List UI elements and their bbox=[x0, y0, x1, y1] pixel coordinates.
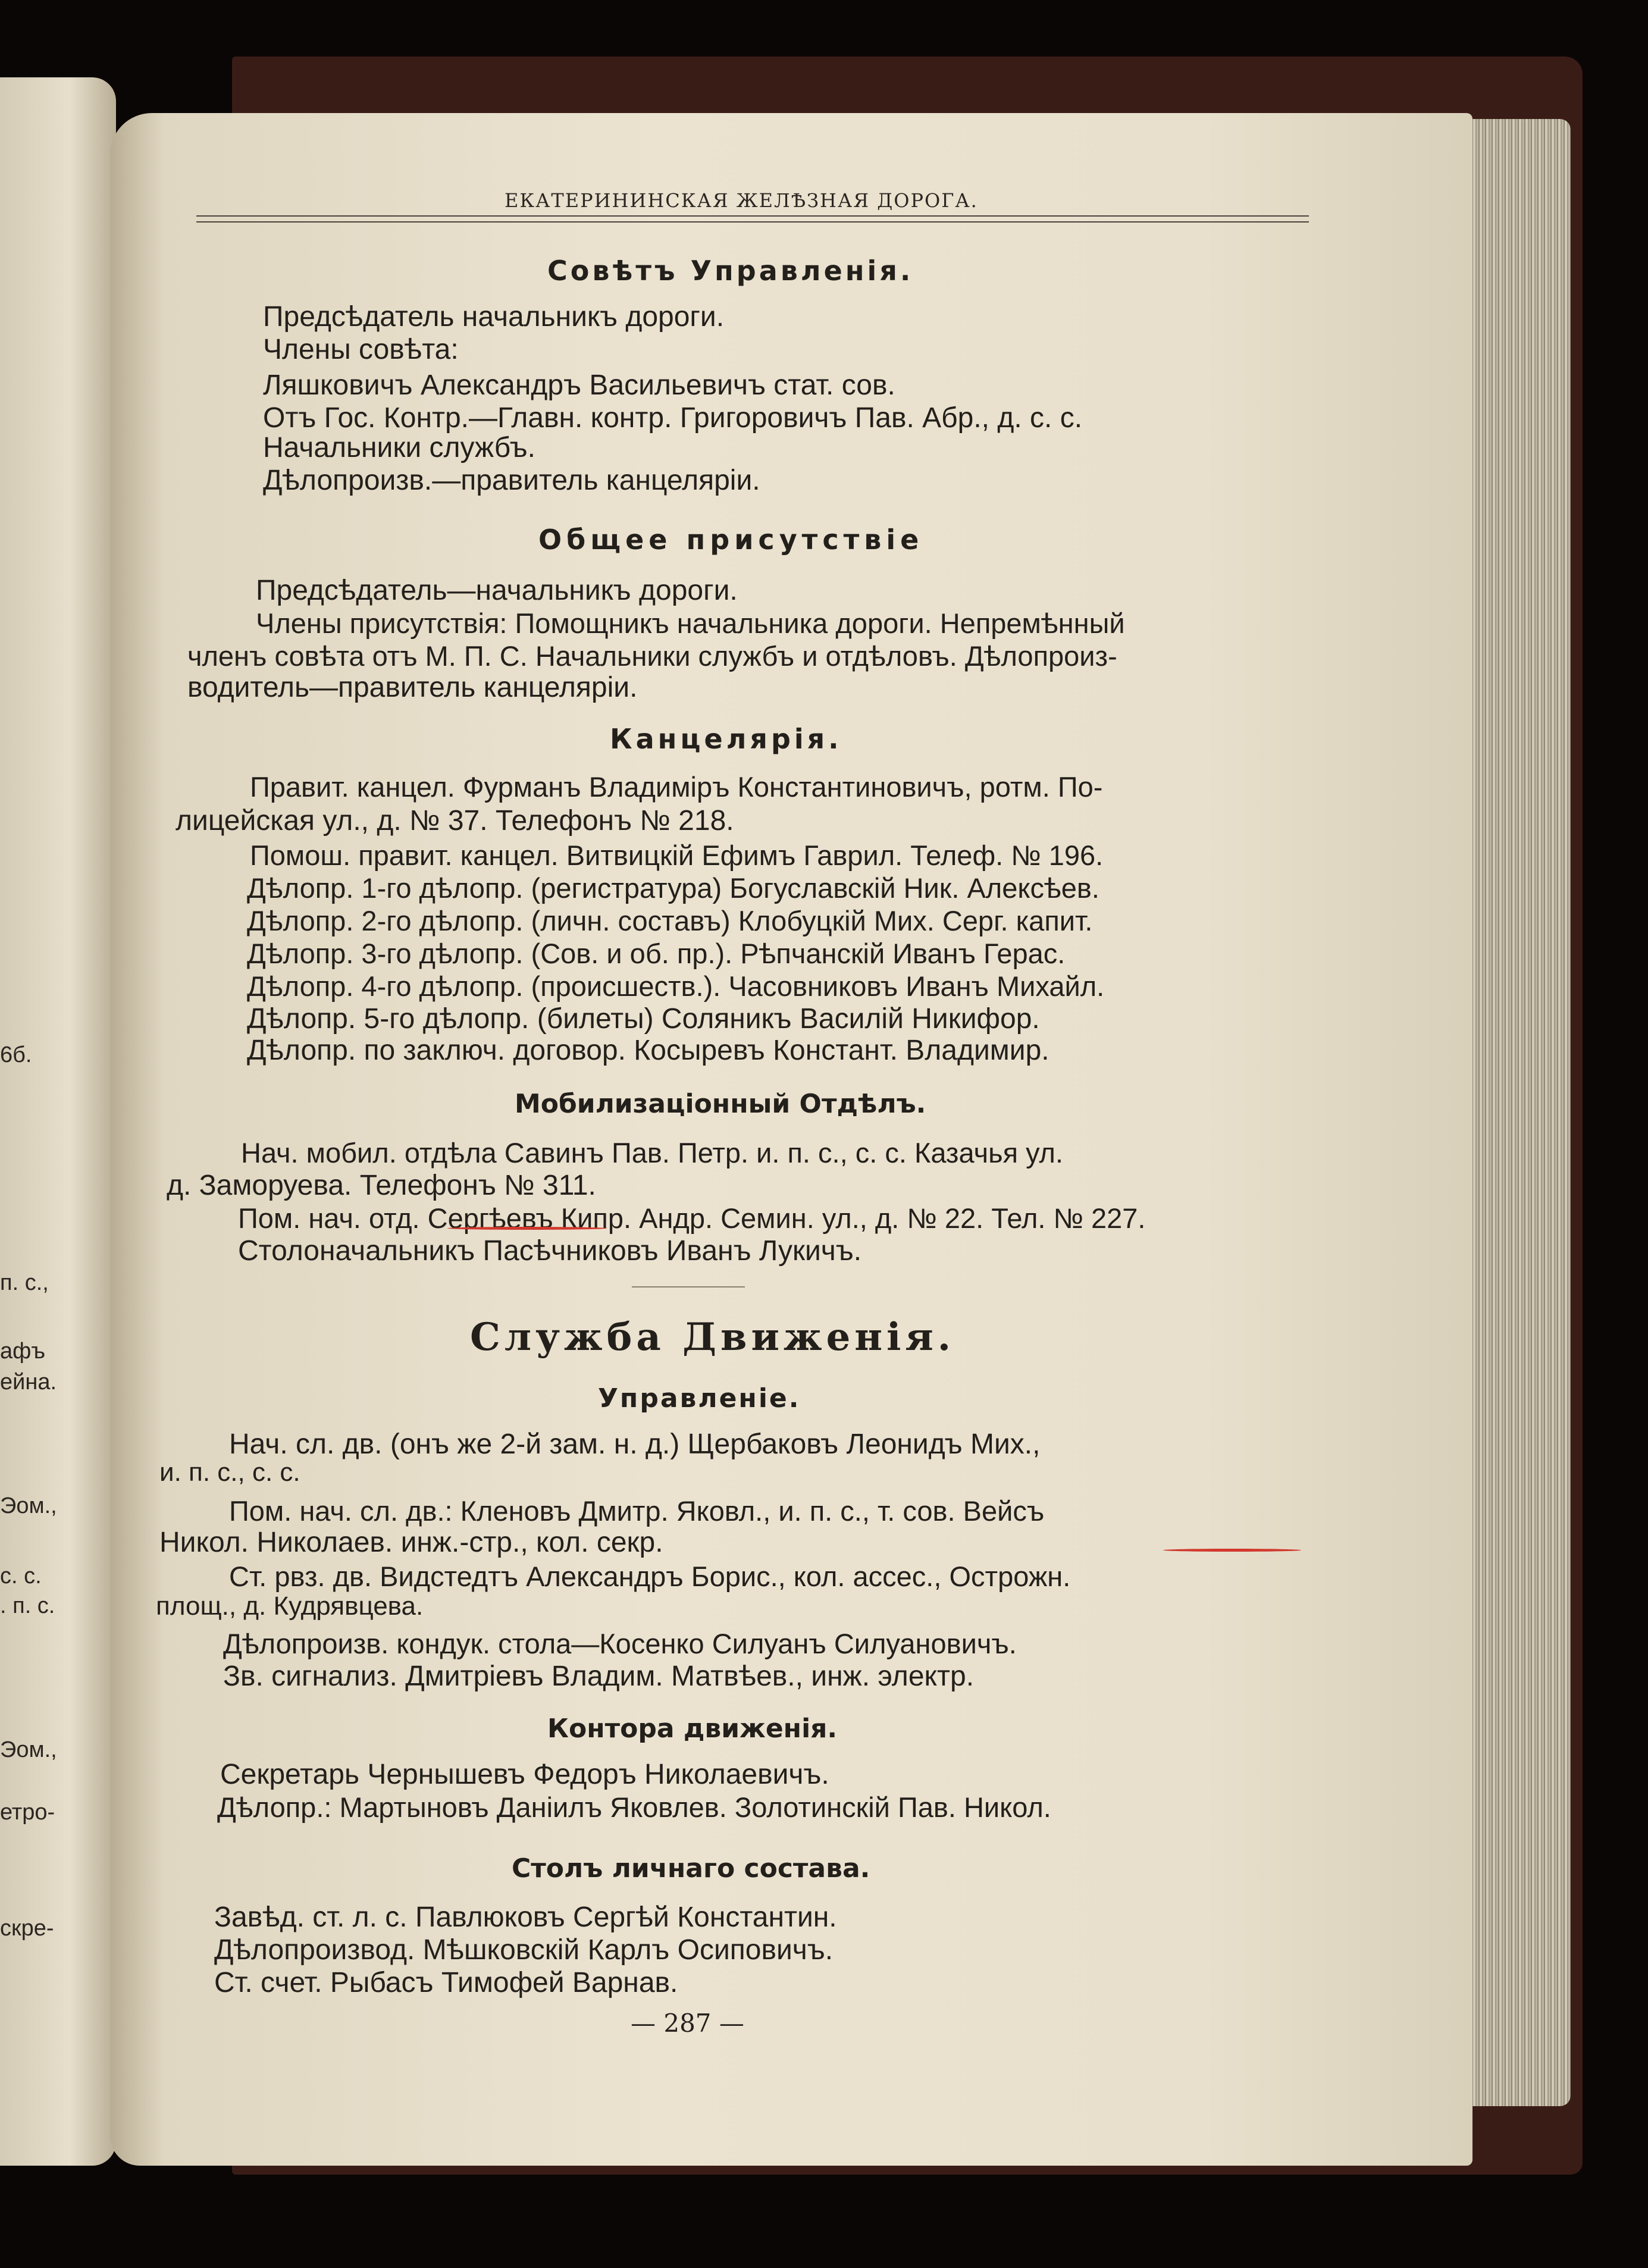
left-page-fragment: Эом., bbox=[0, 1737, 57, 1762]
left-page-fragment: 6б. bbox=[0, 1042, 32, 1067]
text-line: Члены присутствія: Помощникъ начальника дороги. Непремѣнный bbox=[256, 607, 1125, 639]
text-line: Предсѣдатель начальникъ дороги. bbox=[263, 301, 725, 333]
running-head: ЕКАТЕРИНИНСКАЯ ЖЕЛѢЗНАЯ ДОРОГА. bbox=[505, 189, 978, 212]
section-heading: Совѣтъ Управленія. bbox=[547, 255, 914, 287]
text-line: Помош. правит. канцел. Витвицкій Ефимъ Гаврил. Телеф. № 196. bbox=[250, 839, 1104, 871]
left-page-fragment: Эом., bbox=[0, 1493, 57, 1518]
text-line: Дѣлопр. 5-го дѣлопр. (билеты) Соляникъ Василій Никифор. bbox=[247, 1003, 1040, 1035]
left-page-fragment: ейна. bbox=[0, 1370, 57, 1395]
text-line: Никол. Николаев. инж.-стр., кол. секр. bbox=[159, 1527, 663, 1558]
section-heading: Канцелярія. bbox=[610, 723, 842, 755]
text-line: Зв. сигнализ. Дмитріевъ Владим. Матвѣев., инж. электр. bbox=[223, 1661, 975, 1692]
text-line: водитель—правитель канцеляріи. bbox=[187, 672, 638, 703]
text-line: Предсѣдатель—начальникъ дороги. bbox=[256, 575, 738, 606]
text-line: Дѣлопр.: Мартыновъ Даніилъ Яковлев. Золотинскій Пав. Никол. bbox=[217, 1791, 1051, 1823]
text-line: и. п. с., с. с. bbox=[159, 1458, 300, 1487]
text-line: д. Заморуева. Телефонъ № 311. bbox=[167, 1170, 596, 1201]
text-line: площ., д. Кудрявцева. bbox=[156, 1592, 424, 1621]
section-divider bbox=[632, 1286, 745, 1288]
text-line: членъ совѣта отъ М. П. С. Начальники службъ и отдѣловъ. Дѣлопроиз- bbox=[187, 640, 1117, 672]
text-line: Дѣлопр. 1-го дѣлопр. (регистратура) Богуславскій Ник. Алексѣев. bbox=[247, 872, 1099, 904]
section-heading: Общее присутствіе bbox=[538, 524, 924, 556]
text-line: Ст. счет. Рыбасъ Тимофей Варнав. bbox=[214, 1967, 678, 1998]
text-line: Дѣлопроизв.—правитель канцеляріи. bbox=[263, 465, 760, 496]
text-line: Дѣлопр. по заключ. договор. Косыревъ Констант. Владимир. bbox=[247, 1035, 1049, 1066]
text-line: Нач. сл. дв. (онъ же 2-й зам. н. д.) Щербаковъ Леонидъ Мих., bbox=[229, 1429, 1041, 1460]
text-line: Пом. нач. сл. дв.: Кленовъ Дмитр. Яковл., и. п. с., т. сов. Вейсъ bbox=[229, 1495, 1045, 1527]
left-page-fragment: п. с., bbox=[0, 1270, 49, 1295]
text-line: Члены совѣта: bbox=[263, 334, 459, 365]
text-line: Столоначальникъ Пасѣчниковъ Иванъ Лукичъ. bbox=[238, 1235, 862, 1267]
section-heading: Столъ личнаго состава. bbox=[512, 1853, 870, 1884]
text-line: Отъ Гос. Контр.—Главн. контр. Григоровичъ Пав. Абр., д. с. с. bbox=[263, 402, 1083, 434]
text-line: Правит. канцел. Фурманъ Владиміръ Константиновичъ, ротм. По- bbox=[250, 771, 1103, 803]
text-line: Секретарь Чернышевъ Федоръ Николаевичъ. bbox=[220, 1759, 829, 1790]
text-line: Дѣлопр. 3-го дѣлопр. (Сов. и об. пр.). Рѣпчанскій Иванъ Герас. bbox=[247, 938, 1066, 969]
text-line: Ляшковичъ Александръ Васильевичъ стат. сов. bbox=[263, 369, 895, 401]
left-page-fragment: скре- bbox=[0, 1916, 54, 1941]
previous-page bbox=[0, 77, 116, 2166]
text-line: Начальники службъ. bbox=[263, 432, 535, 463]
text-line: Дѣлопроизв. кондук. стола—Косенко Силуанъ Силуановичъ. bbox=[223, 1628, 1017, 1659]
section-heading: Мобилизаціонный Отдѣлъ. bbox=[515, 1089, 926, 1119]
red-underline bbox=[447, 1227, 607, 1230]
section-heading: Контора движенія. bbox=[547, 1713, 838, 1744]
left-page-fragment: афъ bbox=[0, 1339, 46, 1364]
page-fore-edge bbox=[1464, 119, 1571, 2106]
text-line: Дѣлопроизвод. Мѣшковскій Карлъ Осиповичъ. bbox=[214, 1934, 834, 1966]
text-line: Завѣд. ст. л. с. Павлюковъ Сергѣй Константин. bbox=[214, 1902, 837, 1933]
text-line: Нач. мобил. отдѣла Савинъ Пав. Петр. и. п. с., с. с. Казачья ул. bbox=[241, 1137, 1064, 1169]
left-page-fragment: с. с. bbox=[0, 1564, 42, 1589]
text-line: Дѣлопр. 4-го дѣлопр. (происшеств.). Часовниковъ Иванъ Михайл. bbox=[247, 970, 1105, 1002]
header-rule bbox=[196, 215, 1309, 217]
header-rule bbox=[196, 221, 1309, 223]
service-title: Служба Движенія. bbox=[470, 1315, 955, 1359]
text-line: Пом. нач. отд. Сергѣевъ Кипр. Андр. Семин. ул., д. № 22. Тел. № 227. bbox=[238, 1202, 1146, 1234]
page-number: — 287 — bbox=[631, 2009, 744, 2038]
text-line: лицейская ул., д. № 37. Телефонъ № 218. bbox=[176, 805, 734, 837]
section-heading: Управленіе. bbox=[598, 1383, 801, 1414]
left-page-fragment: . п. с. bbox=[0, 1593, 55, 1618]
text-line: Дѣлопр. 2-го дѣлопр. (личн. составъ) Клобуцкій Мих. Серг. капит. bbox=[247, 905, 1093, 936]
text-line: Ст. рвз. дв. Видстедтъ Александръ Борис., кол. ассес., Острожн. bbox=[229, 1561, 1071, 1592]
left-page-fragment: етро- bbox=[0, 1800, 55, 1825]
red-underline bbox=[1163, 1549, 1301, 1552]
